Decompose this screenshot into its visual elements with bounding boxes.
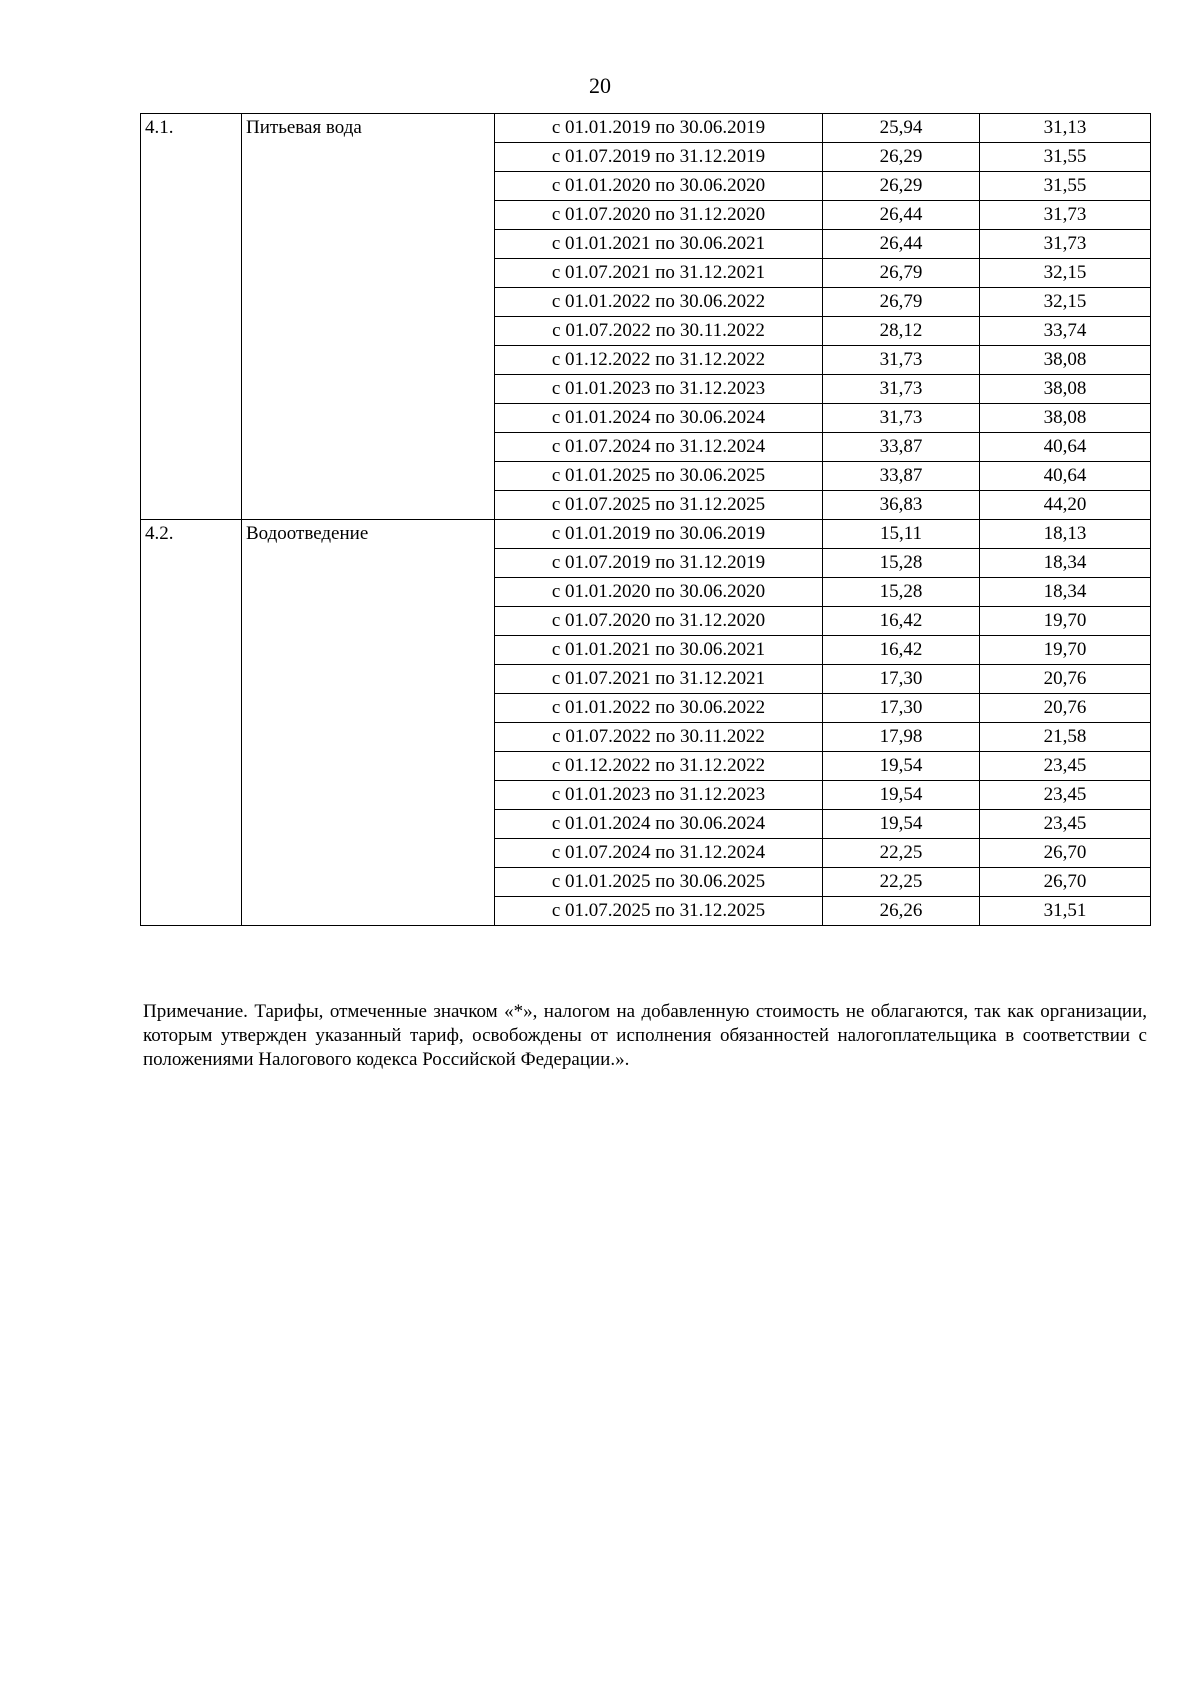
period-cell: с 01.07.2019 по 31.12.2019 (495, 143, 823, 172)
value-cell-2: 26,70 (980, 839, 1151, 868)
value-cell-1: 36,83 (823, 491, 980, 520)
section-name: Питьевая вода (242, 114, 495, 520)
period-cell: с 01.12.2022 по 31.12.2022 (495, 752, 823, 781)
value-cell-1: 31,73 (823, 375, 980, 404)
value-cell-1: 31,73 (823, 346, 980, 375)
section-number: 4.1. (141, 114, 242, 520)
value-cell-1: 19,54 (823, 810, 980, 839)
period-cell: с 01.07.2025 по 31.12.2025 (495, 897, 823, 926)
value-cell-1: 26,79 (823, 288, 980, 317)
value-cell-2: 26,70 (980, 868, 1151, 897)
period-cell: с 01.01.2023 по 31.12.2023 (495, 375, 823, 404)
table-row (141, 114, 1151, 143)
value-cell-1: 28,12 (823, 317, 980, 346)
period-cell: с 01.01.2019 по 30.06.2019 (495, 520, 823, 549)
period-cell: с 01.01.2024 по 30.06.2024 (495, 404, 823, 433)
tariff-table-body (141, 114, 1151, 926)
value-cell-1: 26,44 (823, 201, 980, 230)
value-cell-1: 25,94 (823, 114, 980, 143)
value-cell-2: 19,70 (980, 636, 1151, 665)
period-cell: с 01.01.2024 по 30.06.2024 (495, 810, 823, 839)
section-number: 4.2. (141, 520, 242, 926)
period-cell: с 01.07.2022 по 30.11.2022 (495, 723, 823, 752)
value-cell-1: 26,29 (823, 143, 980, 172)
period-cell: с 01.07.2021 по 31.12.2021 (495, 259, 823, 288)
period-cell: с 01.01.2021 по 30.06.2021 (495, 636, 823, 665)
value-cell-2: 40,64 (980, 462, 1151, 491)
period-cell: с 01.01.2022 по 30.06.2022 (495, 694, 823, 723)
value-cell-1: 19,54 (823, 752, 980, 781)
value-cell-1: 33,87 (823, 433, 980, 462)
value-cell-2: 31,55 (980, 172, 1151, 201)
page-number: 20 (589, 73, 611, 98)
value-cell-1: 17,30 (823, 665, 980, 694)
period-cell: с 01.01.2025 по 30.06.2025 (495, 868, 823, 897)
value-cell-2: 23,45 (980, 781, 1151, 810)
period-cell: с 01.07.2020 по 31.12.2020 (495, 607, 823, 636)
value-cell-2: 31,73 (980, 201, 1151, 230)
value-cell-2: 38,08 (980, 375, 1151, 404)
value-cell-2: 38,08 (980, 404, 1151, 433)
value-cell-1: 16,42 (823, 636, 980, 665)
value-cell-1: 16,42 (823, 607, 980, 636)
period-cell: с 01.07.2024 по 31.12.2024 (495, 433, 823, 462)
value-cell-2: 18,34 (980, 578, 1151, 607)
value-cell-1: 19,54 (823, 781, 980, 810)
value-cell-2: 18,34 (980, 549, 1151, 578)
value-cell-2: 31,73 (980, 230, 1151, 259)
value-cell-1: 31,73 (823, 404, 980, 433)
value-cell-2: 38,08 (980, 346, 1151, 375)
period-cell: с 01.01.2020 по 30.06.2020 (495, 578, 823, 607)
period-cell: с 01.07.2025 по 31.12.2025 (495, 491, 823, 520)
period-cell: с 01.07.2024 по 31.12.2024 (495, 839, 823, 868)
value-cell-1: 15,28 (823, 578, 980, 607)
value-cell-1: 17,30 (823, 694, 980, 723)
value-cell-2: 31,51 (980, 897, 1151, 926)
value-cell-2: 19,70 (980, 607, 1151, 636)
value-cell-1: 26,44 (823, 230, 980, 259)
period-cell: с 01.01.2020 по 30.06.2020 (495, 172, 823, 201)
period-cell: с 01.01.2022 по 30.06.2022 (495, 288, 823, 317)
value-cell-1: 15,11 (823, 520, 980, 549)
value-cell-2: 23,45 (980, 810, 1151, 839)
table-row (141, 520, 1151, 549)
value-cell-2: 23,45 (980, 752, 1151, 781)
value-cell-2: 32,15 (980, 288, 1151, 317)
value-cell-1: 22,25 (823, 839, 980, 868)
value-cell-2: 44,20 (980, 491, 1151, 520)
period-cell: с 01.07.2021 по 31.12.2021 (495, 665, 823, 694)
value-cell-2: 18,13 (980, 520, 1151, 549)
value-cell-2: 32,15 (980, 259, 1151, 288)
value-cell-2: 20,76 (980, 665, 1151, 694)
value-cell-2: 21,58 (980, 723, 1151, 752)
value-cell-1: 22,25 (823, 868, 980, 897)
period-cell: с 01.12.2022 по 31.12.2022 (495, 346, 823, 375)
section-name: Водоотведение (242, 520, 495, 926)
period-cell: с 01.07.2020 по 31.12.2020 (495, 201, 823, 230)
value-cell-1: 26,26 (823, 897, 980, 926)
value-cell-2: 31,13 (980, 114, 1151, 143)
value-cell-1: 15,28 (823, 549, 980, 578)
value-cell-1: 26,79 (823, 259, 980, 288)
value-cell-2: 20,76 (980, 694, 1151, 723)
value-cell-2: 33,74 (980, 317, 1151, 346)
period-cell: с 01.01.2019 по 30.06.2019 (495, 114, 823, 143)
period-cell: с 01.07.2019 по 31.12.2019 (495, 549, 823, 578)
period-cell: с 01.07.2022 по 30.11.2022 (495, 317, 823, 346)
note-text: Примечание. Тарифы, отмеченные значком «*», налогом на добавленную стоимость не облагаются, так как организации, которым утвержден указанный тариф, освобождены от исполнения обязанностей налогоплательщика в соответствии с положениями Налогового кодекса Российской Федерации.». (143, 1001, 1147, 1070)
value-cell-2: 40,64 (980, 433, 1151, 462)
value-cell-1: 17,98 (823, 723, 980, 752)
period-cell: с 01.01.2025 по 30.06.2025 (495, 462, 823, 491)
period-cell: с 01.01.2021 по 30.06.2021 (495, 230, 823, 259)
period-cell: с 01.01.2023 по 31.12.2023 (495, 781, 823, 810)
value-cell-1: 33,87 (823, 462, 980, 491)
tariff-table (140, 113, 1151, 926)
value-cell-1: 26,29 (823, 172, 980, 201)
value-cell-2: 31,55 (980, 143, 1151, 172)
